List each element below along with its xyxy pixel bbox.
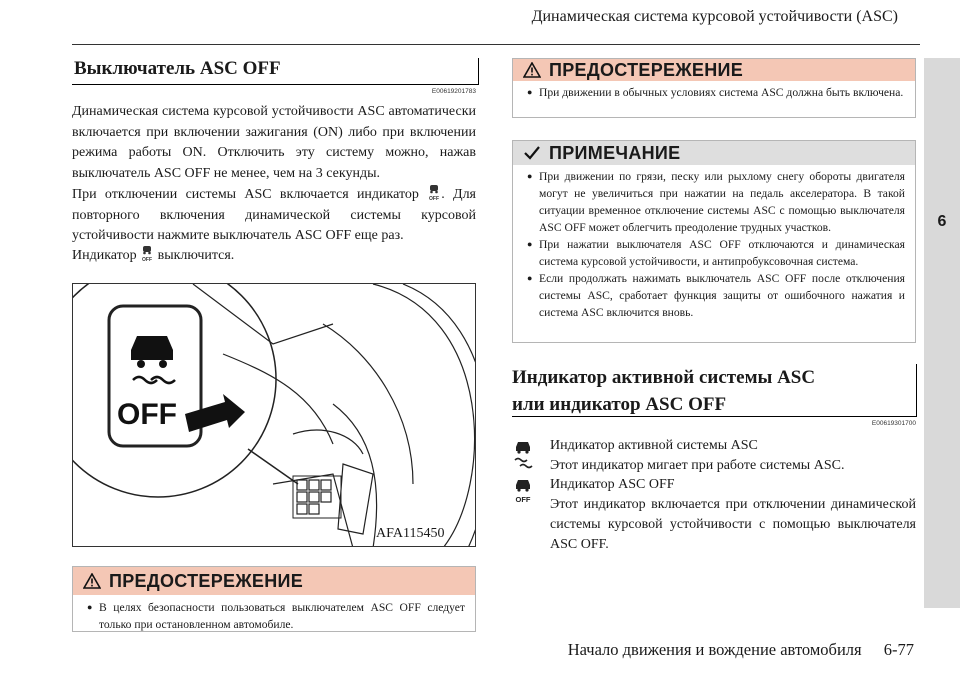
warning-item: ● В целях безопасности пользоваться выключателем ASC OFF следует только при остановленном автомобиле. xyxy=(87,599,465,633)
note-title: ПРИМЕЧАНИЕ xyxy=(549,142,681,163)
warning-title: ПРЕДОСТЕРЕЖЕНИЕ xyxy=(549,59,744,80)
svg-text:OFF: OFF xyxy=(429,196,440,202)
asc-active-indicator-icon xyxy=(512,440,534,470)
off-button-text: OFF xyxy=(117,398,177,431)
footer-chapter: Начало движения и вождение автомобиля xyxy=(567,640,862,659)
section-title-line: или индикатор ASC OFF xyxy=(512,394,727,415)
section-title-asc-off-switch: Выключатель ASC OFF xyxy=(72,58,479,85)
chapter-side-tab xyxy=(924,58,960,608)
paragraph-text: Индикатор xyxy=(72,248,137,263)
svg-text:OFF: OFF xyxy=(142,257,153,263)
paragraph-text: При отключении системы ASC включается индикатор xyxy=(72,187,419,202)
running-header: Динамическая система курсовой устойчивости (ASC) xyxy=(531,8,898,25)
paragraph-text-2: . Для повторного включения динамической системы курсовой устойчивости нажмите выключатель ASC OFF еще раз. xyxy=(72,187,476,243)
indicator-off-text: OFF xyxy=(515,495,531,504)
warning-box-right xyxy=(512,58,916,118)
paragraph-asc-off-indicator xyxy=(72,184,476,247)
warning-body xyxy=(513,81,915,107)
asc-off-indicator-icon xyxy=(512,478,534,506)
note-body xyxy=(513,165,915,327)
note-item: ● При нажатии выключателя ASC OFF отключаются и динамическая система курсовой устойчивости, и антипробуксовочная система. xyxy=(527,236,905,270)
asc-off-indicator-icon xyxy=(427,184,441,202)
asc-off-button-icon xyxy=(131,336,175,383)
indicator-asc-off xyxy=(550,475,916,555)
steering-wheel-outline xyxy=(373,284,475,547)
paragraph-asc-auto-on: Динамическая система курсовой устойчивости ASC автоматически включается при включении зажигания (ON) либо при включении режима работы ON. Отключить эту систему можно, нажав выключатель ASC OFF не менее, чем на 3 секунды. xyxy=(72,104,476,181)
indicator-name: Индикатор активной системы ASC xyxy=(550,438,758,453)
warning-item: ● При движении в обычных условиях система ASC должна быть включена. xyxy=(527,84,905,101)
warning-box-left xyxy=(72,566,476,632)
warning-header xyxy=(73,567,475,595)
warning-triangle-icon xyxy=(523,62,541,78)
section-title-asc-indicators xyxy=(512,364,917,417)
warning-header xyxy=(513,59,915,81)
section-code: E00619301700 xyxy=(871,420,916,427)
dashboard-drawing xyxy=(73,284,476,547)
paragraph-text-2: выключится. xyxy=(157,248,235,263)
note-header xyxy=(513,141,915,165)
warning-triangle-icon xyxy=(83,573,101,589)
warning-title: ПРЕДОСТЕРЕЖЕНИЕ xyxy=(109,570,304,591)
note-box xyxy=(512,140,916,343)
indicator-asc-active xyxy=(550,436,916,476)
note-check-icon xyxy=(523,145,541,161)
warning-body xyxy=(73,595,475,639)
press-arrow-icon xyxy=(185,394,245,432)
figure-label: AFA115450 xyxy=(376,526,445,541)
asc-off-switch-illustration xyxy=(72,283,476,547)
indicator-desc: Этот индикатор мигает при работе системы ASC. xyxy=(550,458,845,473)
indicator-name: Индикатор ASC OFF xyxy=(550,477,675,492)
section-title-line: Индикатор активной системы ASC xyxy=(512,367,816,388)
note-item: ● При движении по грязи, песку или рыхлому снегу обороты двигателя могут не увеличиться при нажатии на педаль акселератора. В такой ситуации временное отключение системы ASC с помощью выключателя ASC OFF может облегчить преодоление трудных участков. xyxy=(527,168,905,236)
header-rule xyxy=(72,44,920,45)
chapter-number: 6 xyxy=(937,213,947,230)
asc-off-indicator-icon xyxy=(140,245,154,263)
page-number: 6-77 xyxy=(883,640,914,659)
section-code: E00619201783 xyxy=(431,88,476,95)
paragraph-indicator-off xyxy=(72,245,476,267)
page-footer xyxy=(568,640,914,660)
indicator-desc: Этот индикатор включается при отключении динамической системы курсовой устойчивости с помощью выключателя ASC OFF. xyxy=(550,497,916,552)
note-item: ● Если продолжать нажимать выключатель ASC OFF после отключения системы ASC, сработает функция защиты от ошибочного нажатия и система ASC включится вновь. xyxy=(527,270,905,321)
